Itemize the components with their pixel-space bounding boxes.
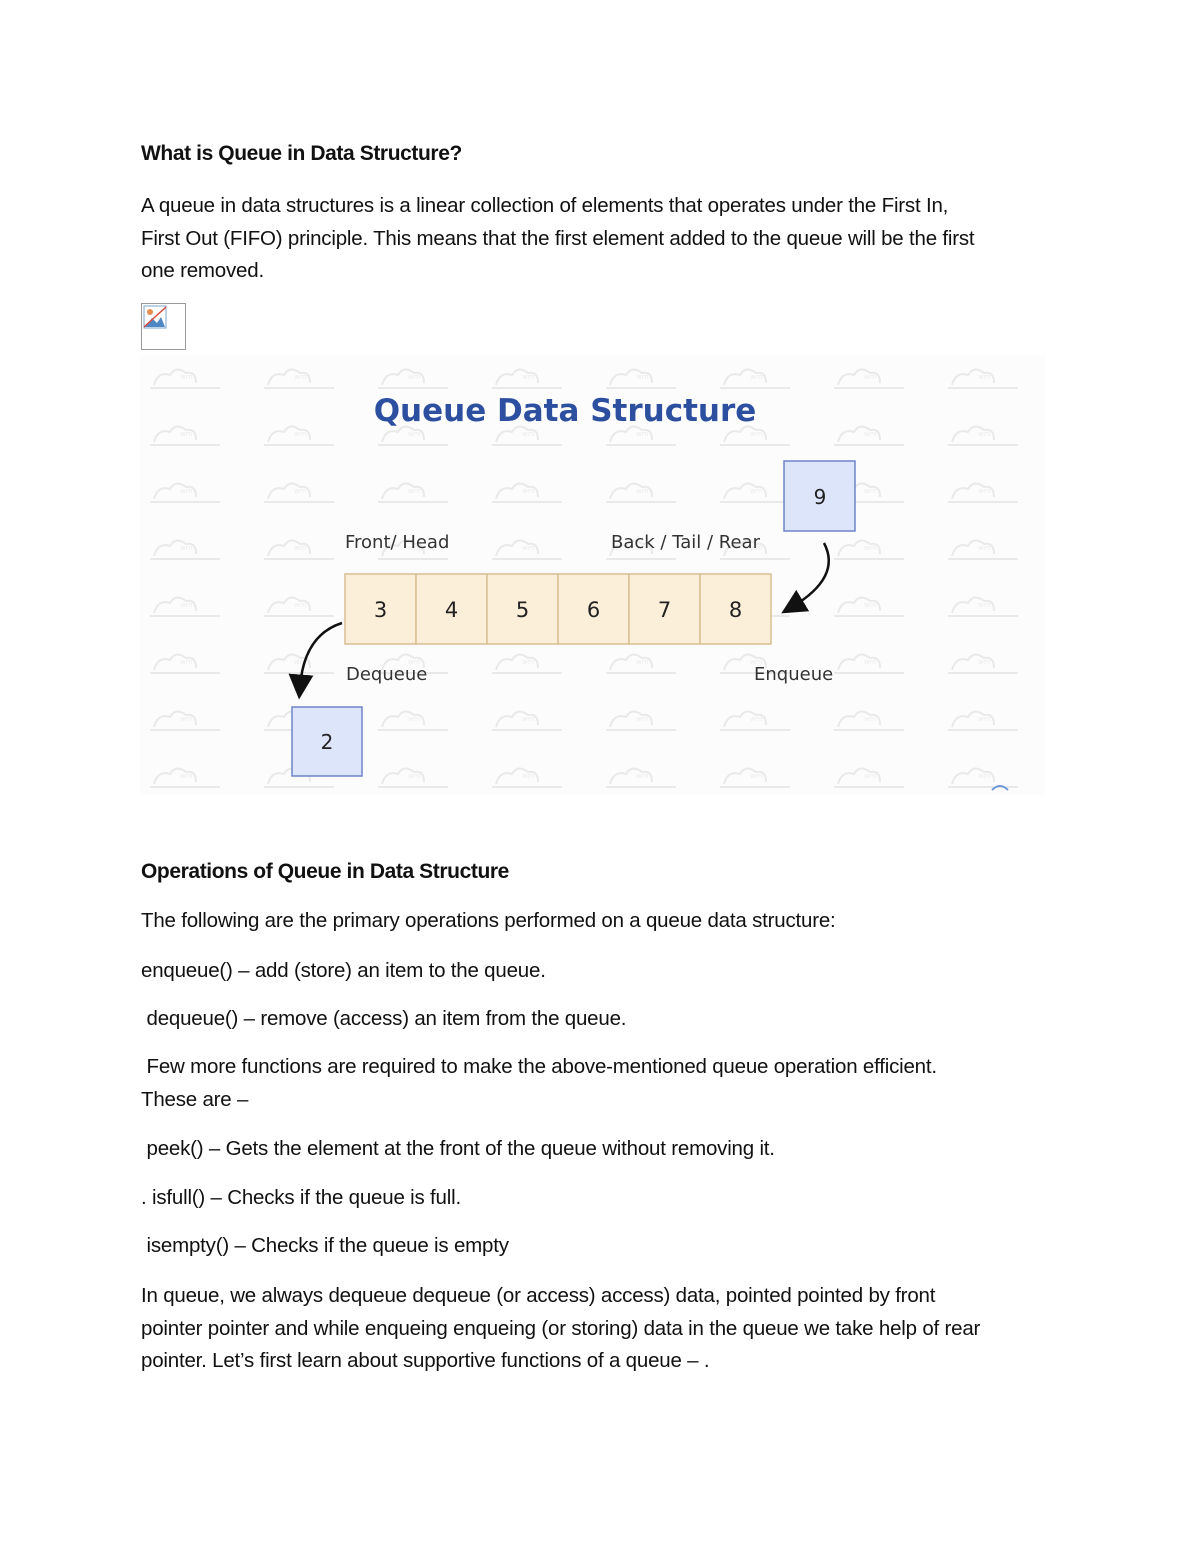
- closing-line: pointer pointer and while enqueing enqueing (or storing) data in the queue we take help of rear: [141, 1316, 981, 1340]
- broken-image-icon: [142, 304, 185, 349]
- intro-line: A queue in data structures is a linear collection of elements that operates under the First In,: [141, 194, 949, 217]
- queue-diagram: [140, 355, 1045, 795]
- incoming-element-value: 9: [813, 485, 827, 509]
- intro-paragraph: [141, 190, 1071, 288]
- queue-diagram-svg: [140, 355, 1045, 795]
- operations-intro: The following are the primary operations performed on a queue data structure:: [141, 909, 836, 932]
- more-functions-line: Few more functions are required to make the above-mentioned queue operation efficient.: [141, 1055, 937, 1078]
- back-tail-rear-label: Back / Tail / Rear: [611, 532, 760, 553]
- queue-cell-value: 8: [728, 598, 743, 622]
- enqueue-label: Enqueue: [754, 664, 834, 685]
- closing-line: pointer. Let’s first learn about supportive functions of a queue – .: [141, 1349, 710, 1372]
- front-head-label: Front/ Head: [345, 532, 450, 553]
- queue-cell-value: 5: [515, 598, 530, 622]
- section-heading-operations: Operations of Queue in Data Structure: [141, 860, 509, 883]
- queue-cell-value: 7: [657, 598, 672, 622]
- broken-image-placeholder: [141, 303, 186, 350]
- closing-line: In queue, we always dequeue dequeue (or access) access) data, pointed pointed by front: [141, 1284, 936, 1307]
- queue-cell-value: 6: [586, 598, 601, 622]
- enqueue-description: enqueue() – add (store) an item to the queue.: [141, 959, 546, 982]
- removed-element-value: 2: [320, 730, 334, 754]
- queue-cell-value: 3: [373, 598, 388, 622]
- more-functions-paragraph: [141, 1051, 1071, 1116]
- intro-line: one removed.: [141, 259, 264, 282]
- section-heading-what-is-queue: What is Queue in Data Structure?: [141, 142, 462, 165]
- isempty-description: isempty() – Checks if the queue is empty: [141, 1234, 509, 1257]
- queue-cells: [345, 574, 771, 644]
- more-functions-line: These are –: [141, 1087, 249, 1111]
- queue-cell-value: 4: [444, 598, 459, 622]
- diagram-title: Queue Data Structure: [373, 393, 757, 429]
- dequeue-label: Dequeue: [346, 664, 428, 685]
- intro-line: First Out (FIFO) principle. This means that the first element added to the queue will be the first: [141, 226, 975, 250]
- closing-paragraph: [141, 1280, 1071, 1378]
- isfull-description: . isfull() – Checks if the queue is full.: [141, 1186, 461, 1209]
- dequeue-description: dequeue() – remove (access) an item from the queue.: [141, 1007, 627, 1030]
- peek-description: peek() – Gets the element at the front of the queue without removing it.: [141, 1137, 775, 1160]
